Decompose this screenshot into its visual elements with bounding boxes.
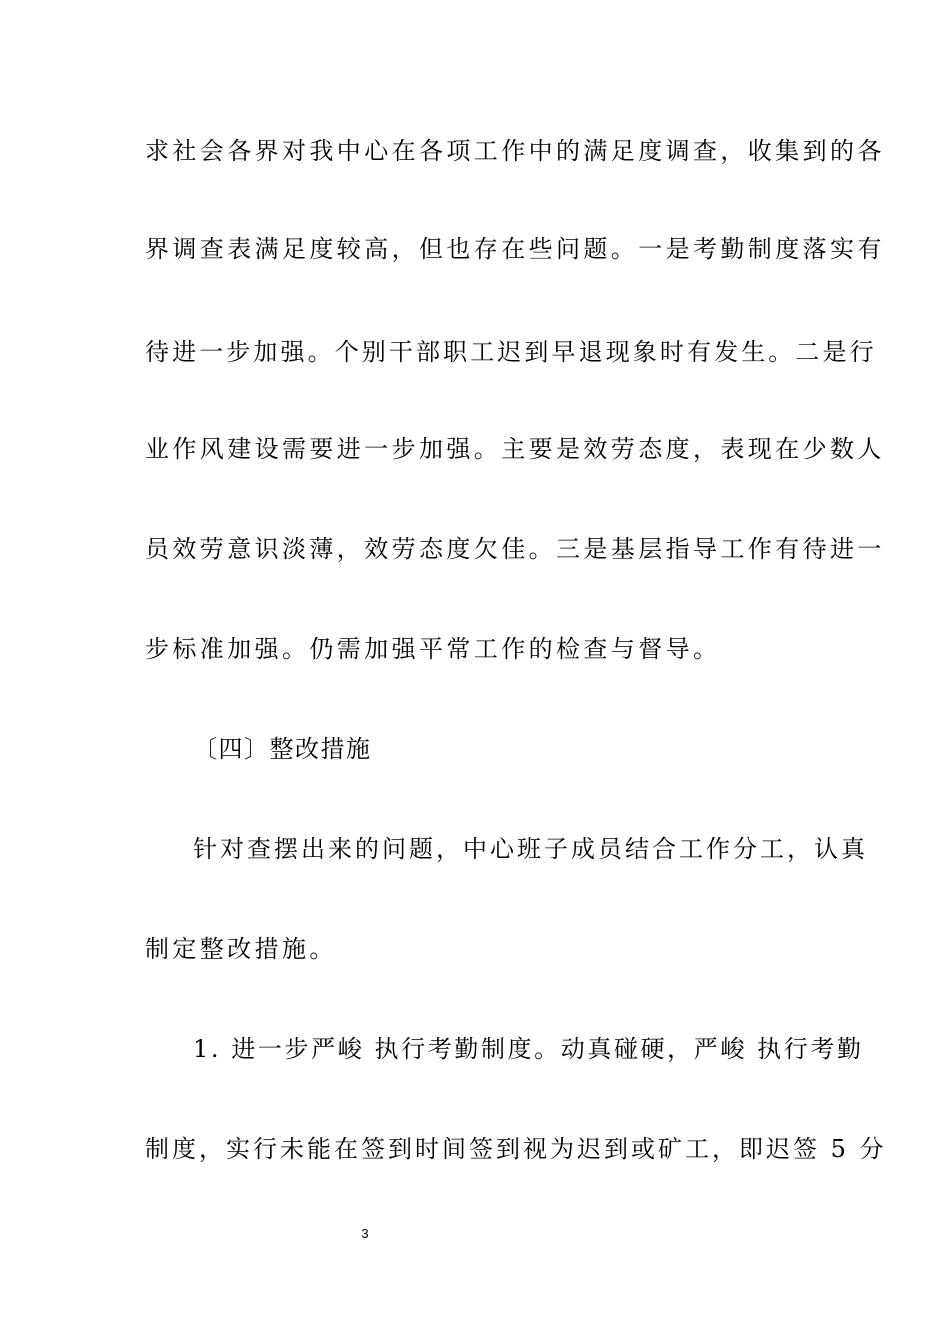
paragraph-line: 员效劳意识淡薄，效劳态度欠佳。三是基层指导工作有待进一: [145, 535, 885, 563]
paragraph-line: 制度，实行未能在签到时间签到视为迟到或矿工，即迟签 5 分: [145, 1135, 887, 1163]
paragraph-line: 业作风建设需要进一步加强。主要是效劳态度，表现在少数人: [145, 435, 885, 463]
paragraph-line: 步标准加强。仍需加强平常工作的检查与督导。: [145, 635, 721, 663]
paragraph-line: 制定整改措施。: [145, 935, 337, 963]
paragraph-line: 求社会各界对我中心在各项工作中的满足度调查，收集到的各: [145, 137, 885, 165]
paragraph-line: 待进一步加强。个别干部职工迟到早退现象时有发生。二是行: [145, 338, 877, 366]
paragraph-line: 针对查摆出来的问题，中心班子成员结合工作分工，认真: [193, 835, 868, 863]
paragraph-line: 界调查表满足度较高，但也存在些问题。一是考勤制度落实有: [145, 235, 885, 263]
section-heading: 〔四〕整改措施: [193, 735, 372, 763]
page-number: 3: [361, 1226, 369, 1241]
numbered-item-line: 1. 进一步严峻 执行考勤制度。动真碰硬，严峻 执行考勤: [193, 1035, 864, 1063]
